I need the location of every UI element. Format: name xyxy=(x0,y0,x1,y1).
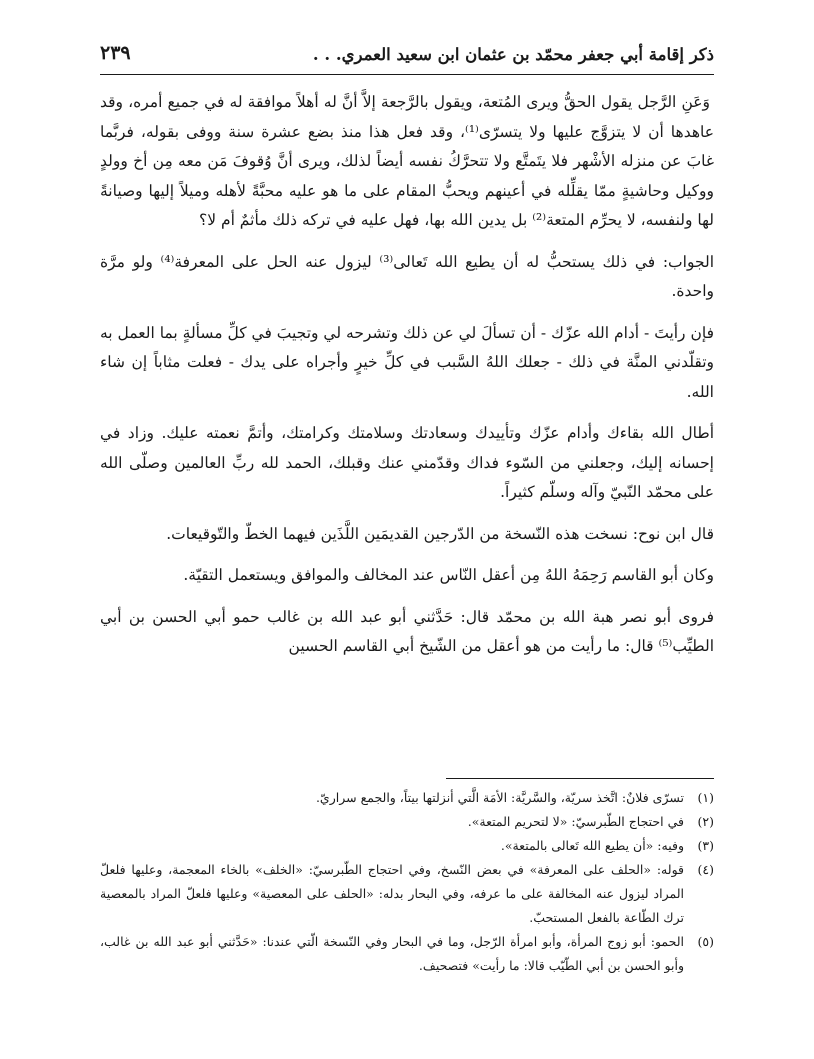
footnote-number: (٢) xyxy=(697,814,714,829)
footnote-number: (٥) xyxy=(697,934,714,949)
main-text xyxy=(100,88,714,674)
footnotes xyxy=(100,786,714,978)
footnote-text: قوله: «الحلف على المعرفة» في بعض النّسخ، وفي احتجاج الطّبرسيّ: «الخلف» بالخاء المعجمة، وعليها فلعلّ المراد ليزول عنه المخالفة على ما عرفه، وفي البحار بدله: «الحلف على المعصية» وعليها فلعلّ المراد بالمعصية ترك الطّاعة بالفعل المستحبّ. xyxy=(100,862,684,925)
page-number: ٢٣٩ xyxy=(100,42,131,64)
running-title: ذكر إقامة أبي جعفر محمّد بن عثمان ابن سعيد العمري. . . xyxy=(312,45,714,64)
footnote-number: (٤) xyxy=(697,862,714,877)
paragraph-question: وَعَنِ الرَّجل يقول الحقُّ ويرى المُتعة، ويقول بالرَّجعة إلاَّ أنَّ له أهلاً موافقة له في جميع أمره، وقد عاهدها أن لا يتزوَّج عليها ولا يتسرّى⁽¹⁾، وقد فعل هذا منذ بضع عشرة سنة ووفى بقوله، فربَّما غابَ عن منزله الأشْهر فلا يتَمتَّع ولا تتحرَّكُ نفسه أيضاً لذلك، ويرى أنَّ وُقوفَ مَن معه مِن أخ وولدٍ ووكيل وحاشيةٍ ممّا يقلِّله في أعينهم ويحبُّ المقام على ما هو عليه محبَّةً لأهله وميلاً إليها وصيانةً لها ولنفسه، لا يحرِّم المتعة⁽²⁾ بل يدين الله بها، فهل عليه في تركه ذلك مأثمٌ أم لا؟ xyxy=(100,93,714,229)
paragraph-closing-prayer: أطال الله بقاءك وأدام عزّك وتأييدك وسعادتك وسلامتك وكرامتك، وأتمَّ نعمته عليك. وزاد في إحسانه إليك، وجعلني من السّوء فداك وقدّمني عنك وقبلك، الحمد لله ربِّ العالمين وصلّى الله على محمّد النّبيّ وآله وسلّم كثيراً. xyxy=(100,424,714,501)
footnote-number: (٣) xyxy=(697,838,714,853)
footnote-item xyxy=(100,930,714,978)
paragraph-ibn-nuh: قال ابن نوح: نسخت هذه النّسخة من الدّرجين القديمَين اللَّذَين فيهما الخطّ والتّوقيعات. xyxy=(166,524,714,543)
paragraph-answer: الجواب: في ذلك يستحبُّ له أن يطيع الله تَعالى⁽³⁾ ليزول عنه الحل على المعرفة⁽⁴⁾ ولو مرَّة واحدة. xyxy=(100,252,714,300)
footnote-item xyxy=(100,810,714,834)
paragraph-narration: فروى أبو نصر هبة الله بن محمّد قال: حَدَّثني أبو عبد الله بن غالب حمو أبي الحسن بن أبي الطيِّب⁽⁵⁾ قال: ما رأيت من هو أعقل من الشّيخ أبي القاسم الحسين xyxy=(100,607,714,655)
footnote-item xyxy=(100,858,714,930)
paragraph-request: فإن رأيتَ - أدام الله عزّك - أن تسألَ لي عن ذلك وتشرحه لي وتجيبَ في كلِّ مسألةٍ بما العمل به وتقلّدني المنَّة في ذلك - جعلك اللهُ السَّبب في كلِّ خيرٍ وأجراه على يدك - فعلت مثاباً إن شاء الله. xyxy=(100,323,714,401)
footnote-text: في احتجاج الطّبرسيّ: «لا لتحريم المتعة». xyxy=(467,814,684,829)
paragraph-abu-al-qasim: وكان أبو القاسم رَحِمَهُ اللهُ مِن أعقل النّاس عند المخالف والموافق ويستعمل التقيّة. xyxy=(183,566,714,584)
footnote-item xyxy=(100,834,714,858)
footnote-item xyxy=(100,786,714,810)
footnote-number: (١) xyxy=(697,790,714,805)
page-header xyxy=(100,40,714,75)
footnote-text: وفيه: «أن يطيع الله تَعالى بالمتعة». xyxy=(500,838,684,853)
footnote-divider xyxy=(446,778,714,779)
footnote-text: الحمو: أبو زوج المرأة، وأبو امرأة الرّجل، وما في البحار وفي النّسخة الّتي عندنا: «حَدَّثني أبو عبد الله بن غالب، وأبو الحسن بن أبي الطّيّب قالا: ما رأيت» فتصحيف. xyxy=(100,934,684,973)
footnote-text: تسرّى فلانٌ: اتَّخذ سريّة، والسَّريَّة: الأمَة الَّتي أنزلتها بيتاً، والجمع سراريّ. xyxy=(315,790,684,805)
